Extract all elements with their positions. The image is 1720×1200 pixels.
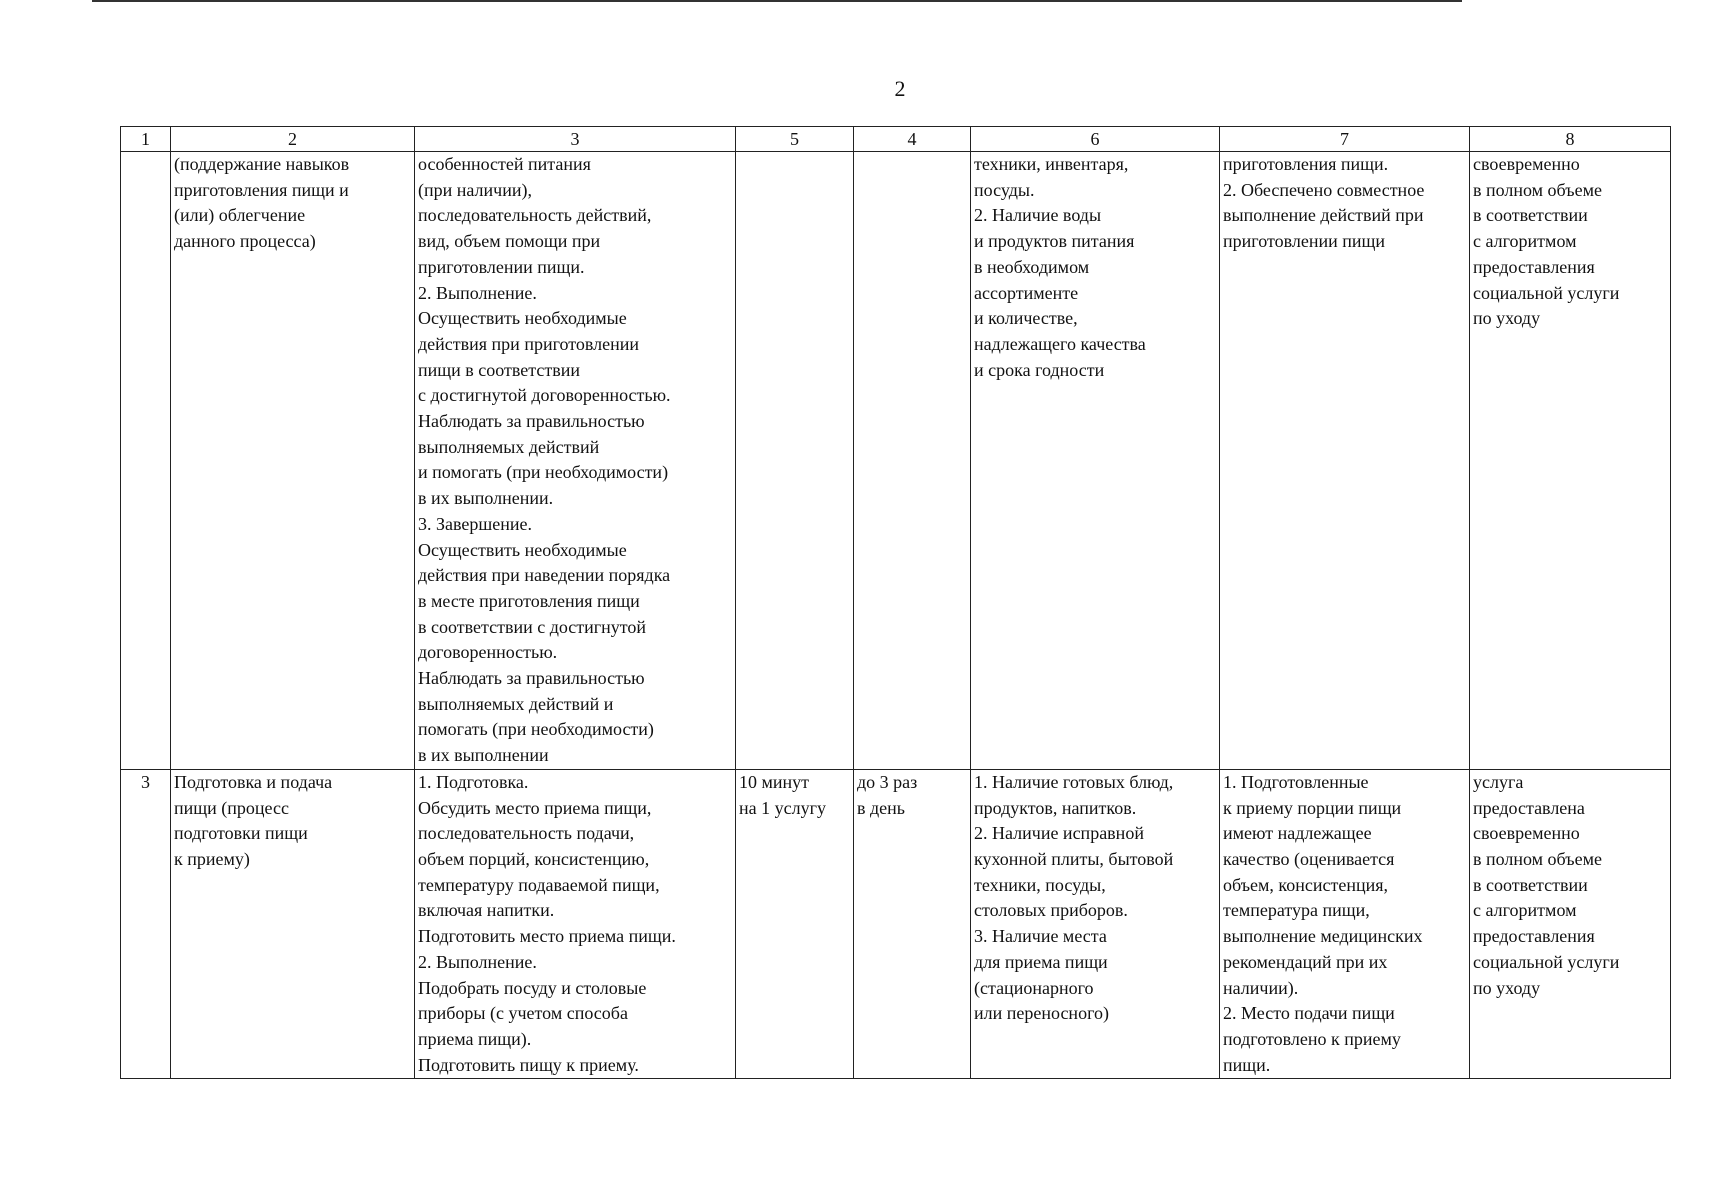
cell-line: температура пищи,: [1223, 900, 1370, 921]
cell-line: 10 минут: [739, 771, 810, 792]
table-cell-col8: [1470, 769, 1671, 1078]
column-header: 6: [971, 127, 1220, 152]
cell-line: в соответствии: [1473, 874, 1588, 895]
cell-line: надлежащего качества: [974, 333, 1146, 354]
cell-line: Подобрать посуду и столовые: [418, 977, 647, 998]
cell-line: приготовлении пищи.: [418, 256, 585, 277]
cell-line: столовых приборов.: [974, 900, 1128, 921]
table-cell-col1: 3: [121, 769, 171, 1078]
cell-line: Наблюдать за правильностью: [418, 411, 645, 432]
cell-line: ассортименте: [974, 282, 1079, 303]
table-cell-col4: [854, 152, 971, 770]
cell-line: пищи.: [1223, 1054, 1271, 1075]
cell-line: и помогать (при необходимости): [418, 462, 669, 483]
cell-line: для приема пищи: [974, 951, 1108, 972]
cell-line: подготовки пищи: [174, 823, 308, 844]
table-cell-col7: [1220, 769, 1470, 1078]
cell-line: посуды.: [974, 179, 1035, 200]
cell-line: выполнение медицинских: [1223, 926, 1423, 947]
cell-line: социальной услуги: [1473, 282, 1620, 303]
cell-line: или переносного): [974, 1003, 1109, 1024]
cell-line: качество (оценивается: [1223, 848, 1395, 869]
cell-line: подготовлено к приему: [1223, 1028, 1401, 1049]
cell-line: включая напитки.: [418, 900, 555, 921]
cell-line: (при наличии),: [418, 179, 532, 200]
cell-line: данного процесса): [174, 231, 316, 252]
cell-line: предоставлена: [1473, 797, 1585, 818]
cell-line: рекомендаций при их: [1223, 951, 1388, 972]
cell-line: объем порций, консистенцию,: [418, 848, 650, 869]
cell-line: выполняемых действий: [418, 436, 600, 457]
cell-line: и продуктов питания: [974, 231, 1135, 252]
table-cell-col5: [736, 769, 854, 1078]
cell-line: (стационарного: [974, 977, 1094, 998]
cell-line: помогать (при необходимости): [418, 719, 654, 740]
cell-line: 1. Подготовка.: [418, 771, 529, 792]
cell-line: с достигнутой договоренностью.: [418, 385, 671, 406]
cell-line: в месте приготовления пищи: [418, 590, 640, 611]
column-header: 4: [854, 127, 971, 152]
table-cell-col2: [171, 769, 415, 1078]
header-row: [121, 127, 1671, 152]
cell-line: техники, инвентаря,: [974, 154, 1129, 174]
table-cell-col4: [854, 769, 971, 1078]
cell-line: на 1 услугу: [739, 797, 826, 818]
services-table: [120, 126, 1671, 1079]
cell-line: (поддержание навыков: [174, 154, 350, 174]
cell-line: Наблюдать за правильностью: [418, 668, 645, 689]
cell-line: 2. Место подачи пищи: [1223, 1003, 1395, 1024]
column-header: 8: [1470, 127, 1671, 152]
table-cell-col1: [121, 152, 171, 770]
cell-line: с алгоритмом: [1473, 900, 1577, 921]
cell-line: (или) облегчение: [174, 205, 306, 226]
cell-line: предоставления: [1473, 256, 1595, 277]
cell-line: пищи в соответствии: [418, 359, 580, 380]
cell-line: предоставления: [1473, 926, 1595, 947]
table-cell-col7: [1220, 152, 1470, 770]
cell-line: приборы (с учетом способа: [418, 1003, 628, 1024]
column-header: 2: [171, 127, 415, 152]
cell-line: техники, посуды,: [974, 874, 1106, 895]
cell-line: действия при приготовлении: [418, 333, 640, 354]
cell-line: с алгоритмом: [1473, 231, 1577, 252]
cell-line: в полном объеме: [1473, 848, 1602, 869]
cell-line: приготовления пищи и: [174, 179, 349, 200]
cell-line: Осуществить необходимые: [418, 539, 627, 560]
table-cell-col5: [736, 152, 854, 770]
cell-line: к приему): [174, 848, 250, 869]
cell-line: приема пищи).: [418, 1028, 532, 1049]
cell-line: 2. Выполнение.: [418, 282, 537, 303]
page-number: 2: [894, 76, 906, 101]
cell-line: наличии).: [1223, 977, 1299, 998]
cell-line: последовательность действий,: [418, 205, 652, 226]
cell-line: услуга: [1473, 771, 1524, 792]
cell-line: по уходу: [1473, 308, 1541, 329]
cell-line: пищи (процесс: [174, 797, 289, 818]
table-cell-col6: [971, 769, 1220, 1078]
cell-line: 1. Наличие готовых блюд,: [974, 771, 1174, 792]
table-row: [121, 152, 1671, 770]
cell-line: по уходу: [1473, 977, 1541, 998]
cell-line: особенностей питания: [418, 154, 591, 174]
cell-line: своевременно: [1473, 154, 1580, 174]
cell-line: в соответствии с достигнутой: [418, 616, 647, 637]
cell-line: в необходимом: [974, 256, 1090, 277]
table-cell-col2: [171, 152, 415, 770]
cell-line: температуру подаваемой пищи,: [418, 874, 660, 895]
cell-line: до 3 раз: [857, 771, 918, 792]
cell-line: Обсудить место приема пищи,: [418, 797, 652, 818]
cell-line: социальной услуги: [1473, 951, 1620, 972]
cell-line: договоренностью.: [418, 642, 558, 663]
cell-line: в их выполнении.: [418, 488, 554, 509]
cell-line: действия при наведении порядка: [418, 565, 671, 586]
cell-line: Подготовить пищу к приему.: [418, 1054, 639, 1075]
table-cell-col6: [971, 152, 1220, 770]
cell-line: и количестве,: [974, 308, 1078, 329]
cell-line: вид, объем помощи при: [418, 231, 601, 252]
cell-line: Осуществить необходимые: [418, 308, 627, 329]
cell-line: 2. Наличие воды: [974, 205, 1102, 226]
cell-line: последовательность подачи,: [418, 823, 635, 844]
column-header: 3: [415, 127, 736, 152]
cell-line: 3. Завершение.: [418, 513, 532, 534]
column-header: 5: [736, 127, 854, 152]
column-header: 7: [1220, 127, 1470, 152]
cell-line: в полном объеме: [1473, 179, 1602, 200]
cell-line: и срока годности: [974, 359, 1105, 380]
cell-line: своевременно: [1473, 823, 1580, 844]
cell-line: объем, консистенция,: [1223, 874, 1389, 895]
cell-line: приготовления пищи.: [1223, 154, 1389, 174]
cell-line: выполнение действий при: [1223, 205, 1424, 226]
table-row: [121, 769, 1671, 1078]
top-rule: [92, 0, 1462, 2]
cell-line: в день: [857, 797, 905, 818]
cell-line: 1. Подготовленные: [1223, 771, 1369, 792]
table-cell-col8: [1470, 152, 1671, 770]
cell-line: продуктов, напитков.: [974, 797, 1137, 818]
table-cell-col3: [415, 769, 736, 1078]
cell-line: 3. Наличие места: [974, 926, 1107, 947]
cell-line: кухонной плиты, бытовой: [974, 848, 1174, 869]
cell-line: 2. Обеспечено совместное: [1223, 179, 1425, 200]
table-cell-col3: [415, 152, 736, 770]
cell-line: Подготовка и подача: [174, 771, 333, 792]
cell-line: 2. Наличие исправной: [974, 823, 1144, 844]
cell-line: имеют надлежащее: [1223, 823, 1372, 844]
cell-line: приготовлении пищи: [1223, 231, 1385, 252]
cell-line: в их выполнении: [418, 745, 549, 766]
cell-line: в соответствии: [1473, 205, 1588, 226]
cell-line: 2. Выполнение.: [418, 951, 537, 972]
cell-line: Подготовить место приема пищи.: [418, 926, 676, 947]
column-header: 1: [121, 127, 171, 152]
cell-line: к приему порции пищи: [1223, 797, 1402, 818]
cell-line: выполняемых действий и: [418, 693, 614, 714]
